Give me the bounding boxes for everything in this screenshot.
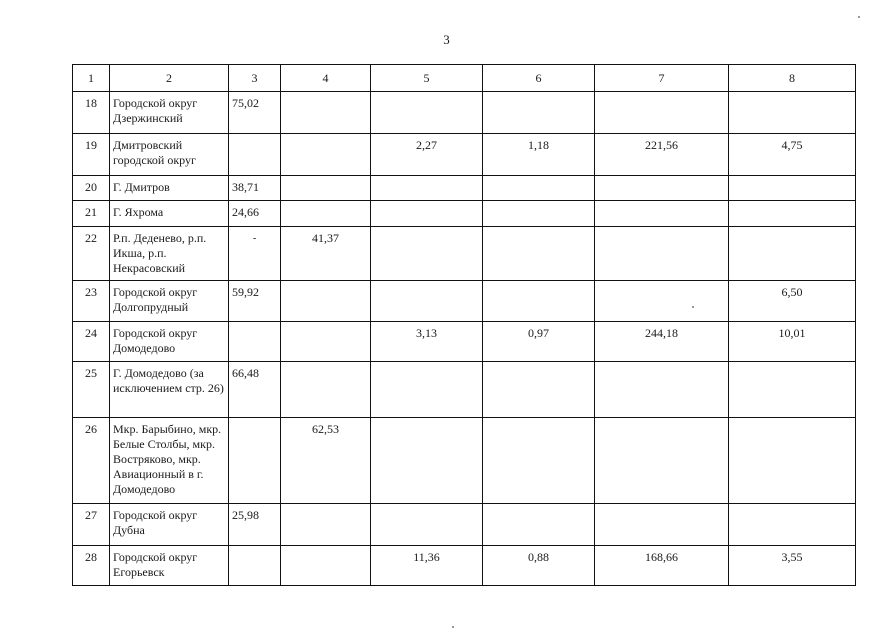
row-number: 20 bbox=[73, 176, 110, 201]
scan-speck bbox=[452, 626, 454, 628]
table-row bbox=[73, 281, 856, 322]
cell-col7 bbox=[595, 201, 729, 227]
cell-col8 bbox=[729, 92, 856, 134]
column-header: 1 bbox=[73, 65, 110, 92]
cell-col8: 4,75 bbox=[729, 134, 856, 176]
row-name: Городской округ Долгопрудный bbox=[110, 281, 229, 322]
row-number: 26 bbox=[73, 418, 110, 504]
cell-col8 bbox=[729, 362, 856, 418]
column-header: 6 bbox=[483, 65, 595, 92]
column-header: 4 bbox=[281, 65, 371, 92]
cell-col3: 75,02 bbox=[229, 92, 281, 134]
page-number: 3 bbox=[443, 32, 450, 47]
cell-col3: 66,48 bbox=[229, 362, 281, 418]
cell-col8 bbox=[729, 418, 856, 504]
cell-col6 bbox=[483, 176, 595, 201]
row-number: 19 bbox=[73, 134, 110, 176]
cell-col6: 1,18 bbox=[483, 134, 595, 176]
row-name: Городской округ Домодедово bbox=[110, 322, 229, 362]
row-number: 23 bbox=[73, 281, 110, 322]
cell-col5 bbox=[371, 176, 483, 201]
table-row bbox=[73, 134, 856, 176]
cell-col8: 3,55 bbox=[729, 546, 856, 586]
cell-col6 bbox=[483, 418, 595, 504]
cell-col5: 2,27 bbox=[371, 134, 483, 176]
cell-col6 bbox=[483, 362, 595, 418]
row-number: 18 bbox=[73, 92, 110, 134]
cell-col8 bbox=[729, 176, 856, 201]
cell-col5 bbox=[371, 92, 483, 134]
cell-col6 bbox=[483, 92, 595, 134]
cell-col3 bbox=[229, 418, 281, 504]
cell-col4: 41,37 bbox=[281, 227, 371, 281]
cell-col6 bbox=[483, 504, 595, 546]
cell-col5 bbox=[371, 201, 483, 227]
cell-col4 bbox=[281, 504, 371, 546]
cell-col7 bbox=[595, 227, 729, 281]
table-row bbox=[73, 504, 856, 546]
row-number: 22 bbox=[73, 227, 110, 281]
cell-col4: 62,53 bbox=[281, 418, 371, 504]
table-header-row bbox=[73, 65, 856, 92]
row-number: 25 bbox=[73, 362, 110, 418]
cell-col4 bbox=[281, 281, 371, 322]
cell-col4 bbox=[281, 362, 371, 418]
cell-col6: 0,88 bbox=[483, 546, 595, 586]
cell-col8 bbox=[729, 227, 856, 281]
cell-col7: 244,18 bbox=[595, 322, 729, 362]
cell-col5: 11,36 bbox=[371, 546, 483, 586]
column-header: 8 bbox=[729, 65, 856, 92]
cell-col6 bbox=[483, 227, 595, 281]
cell-col5 bbox=[371, 504, 483, 546]
cell-col7 bbox=[595, 362, 729, 418]
row-number: 24 bbox=[73, 322, 110, 362]
cell-col7 bbox=[595, 281, 729, 322]
row-number: 27 bbox=[73, 504, 110, 546]
cell-col6 bbox=[483, 281, 595, 322]
cell-col4 bbox=[281, 134, 371, 176]
data-table bbox=[72, 64, 856, 586]
table-row bbox=[73, 546, 856, 586]
cell-col4 bbox=[281, 92, 371, 134]
cell-col5 bbox=[371, 227, 483, 281]
cell-col8 bbox=[729, 504, 856, 546]
cell-col6 bbox=[483, 201, 595, 227]
column-header: 5 bbox=[371, 65, 483, 92]
row-name: Г. Дмитров bbox=[110, 176, 229, 201]
column-header: 3 bbox=[229, 65, 281, 92]
cell-col4 bbox=[281, 176, 371, 201]
cell-col5: 3,13 bbox=[371, 322, 483, 362]
cell-col3: 38,71 bbox=[229, 176, 281, 201]
cell-col8: 6,50 bbox=[729, 281, 856, 322]
row-name: Г. Домодедово (за исключением стр. 26) bbox=[110, 362, 229, 418]
table-row bbox=[73, 227, 856, 281]
cell-col3: 59,92 bbox=[229, 281, 281, 322]
cell-col5 bbox=[371, 362, 483, 418]
cell-col7 bbox=[595, 176, 729, 201]
row-name: Р.п. Деденево, р.п. Икша, р.п. Некрасовский bbox=[110, 227, 229, 281]
table-row bbox=[73, 322, 856, 362]
cell-col7 bbox=[595, 418, 729, 504]
cell-col7: 168,66 bbox=[595, 546, 729, 586]
cell-col7 bbox=[595, 92, 729, 134]
cell-col3 bbox=[229, 322, 281, 362]
cell-col3: 24,66 bbox=[229, 201, 281, 227]
row-name: Городской округ Дзержинский bbox=[110, 92, 229, 134]
cell-col5 bbox=[371, 418, 483, 504]
row-name: Дмитровский городской округ bbox=[110, 134, 229, 176]
cell-col3: 25,98 bbox=[229, 504, 281, 546]
table-row bbox=[73, 176, 856, 201]
cell-col7: 221,56 bbox=[595, 134, 729, 176]
column-header: 7 bbox=[595, 65, 729, 92]
cell-col3: - bbox=[229, 227, 281, 281]
scan-speck bbox=[858, 16, 860, 18]
table-row bbox=[73, 92, 856, 134]
table-row bbox=[73, 201, 856, 227]
column-header: 2 bbox=[110, 65, 229, 92]
cell-col3 bbox=[229, 134, 281, 176]
cell-col8 bbox=[729, 201, 856, 227]
table-row bbox=[73, 362, 856, 418]
cell-col4 bbox=[281, 201, 371, 227]
cell-col7 bbox=[595, 504, 729, 546]
cell-col3 bbox=[229, 546, 281, 586]
row-number: 28 bbox=[73, 546, 110, 586]
row-number: 21 bbox=[73, 201, 110, 227]
cell-col4 bbox=[281, 546, 371, 586]
cell-col5 bbox=[371, 281, 483, 322]
cell-col6: 0,97 bbox=[483, 322, 595, 362]
table-row bbox=[73, 418, 856, 504]
row-name: Городской округ Егорьевск bbox=[110, 546, 229, 586]
scan-speck bbox=[692, 306, 694, 308]
row-name: Мкр. Барыбино, мкр. Белые Столбы, мкр. Востряково, мкр. Авиационный в г. Домодедово bbox=[110, 418, 229, 504]
row-name: Г. Яхрома bbox=[110, 201, 229, 227]
cell-col4 bbox=[281, 322, 371, 362]
cell-col8: 10,01 bbox=[729, 322, 856, 362]
row-name: Городской округ Дубна bbox=[110, 504, 229, 546]
